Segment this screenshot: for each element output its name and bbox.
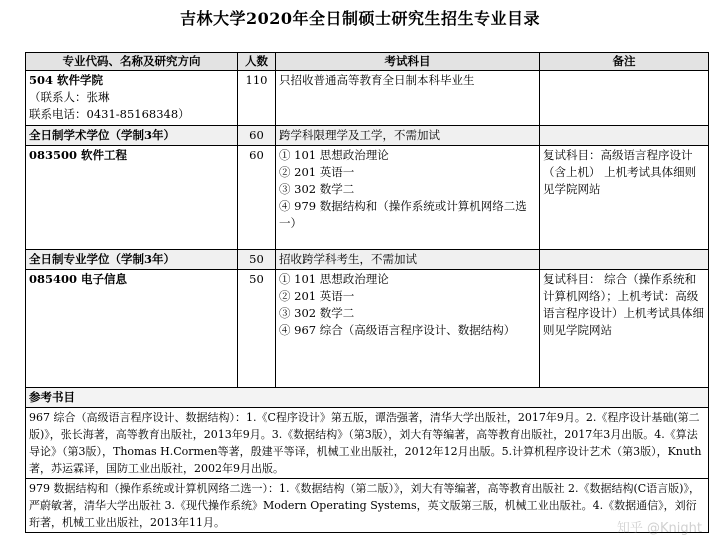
professional-count: 50 [238,250,276,270]
major1-name: 083500 软件工程 [26,146,238,250]
major1-exam-1: ① 101 思想政治理论 [279,148,389,162]
school-name: 504 软件学院 [29,73,104,87]
major1-count: 60 [238,146,276,250]
school-phone: 联系电话：0431-85168348） [29,107,190,121]
school-note: 只招收普通高等教育全日制本科毕业生 [276,71,540,126]
reference-967: 967 综合（高级语言程序设计、数据结构）：1.《C程序设计》第五版，谭浩强著，清华大学出版社，2017年9月。2.《程序设计基础(第二版)》，张长海著，高等教育出版社，2013年9月。3.《数据结构》（第3版），刘大有等编著，高等教育出版社，2017年3月出版。4.《算法导论》（第3版），Thomas H.Cormen等著，殷建平等译，机械工业出版社，2012年12月出版。5.计算机程序设计艺术（第3版），Knuth著，苏运霖译，国防工业出版社，2002年9月出版。 [26,408,709,479]
reference-row-979 [26,479,709,533]
reference-row-967 [26,408,709,479]
major1-note: 复试科目：高级语言程序设计（含上机） 上机考试具体细则见学院网站 [540,146,709,250]
school-count: 110 [238,71,276,126]
header-exam: 考试科目 [276,53,540,71]
major2-count: 50 [238,270,276,388]
header-count: 人数 [238,53,276,71]
major2-exam-3: ③ 302 数学二 [279,306,355,320]
professional-degree-row [26,250,709,270]
header-note: 备注 [540,53,709,71]
major2-note: 复试科目： 综合（操作系统和计算机网络）；上机考试：高级语言程序设计）上机考试具体细则见学院网站 [540,270,709,388]
references-header-row [26,388,709,408]
major2-name: 085400 电子信息 [26,270,238,388]
school-row [26,71,709,126]
major1-exams [276,146,540,250]
school-contact: （联系人：张琳 [29,90,110,104]
page-title: 吉林大学2020年全日制硕士研究生招生专业目录 [179,9,541,28]
major1-exam-2: ② 201 英语一 [279,165,355,179]
major2-exam-1: ① 101 思想政治理论 [279,272,389,286]
major2-exam-4: ④ 967 综合（高级语言程序设计、数据结构） [279,323,516,337]
academic-note: 跨学科限理学及工学，不需加试 [276,126,540,146]
reference-979: 979 数据结构和（操作系统或计算机网络二选一）：1.《数据结构（第二版）》，刘大有等编著，高等教育出版社 2.《数据结构(C语言版)》，严蔚敏著，清华大学出版社 3.《现代操作系统》Modern Operating Systems，英文版第三版，机械工业出版社。4.《数据通信》，刘衍珩著，机械工业出版社，2013年11月。 [26,479,709,533]
academic-count: 60 [238,126,276,146]
major1-exam-3: ③ 302 数学二 [279,182,355,196]
academic-label: 全日制学术学位（学制3年） [26,126,238,146]
header-major: 专业代码、名称及研究方向 [26,53,238,71]
catalog-table [25,52,709,533]
academic-remark-empty [540,126,709,146]
professional-label: 全日制专业学位（学制3年） [26,250,238,270]
major-row-electronics [26,270,709,388]
academic-degree-row [26,126,709,146]
references-label: 参考书目 [26,388,709,408]
professional-remark-empty [540,250,709,270]
major-row-software [26,146,709,250]
major1-exam-4: ④ 979 数据结构和（操作系统或计算机网络二选一） [279,199,527,230]
header-row [26,53,709,71]
watermark: 知乎 @Knight [616,521,702,536]
professional-note: 招收跨学科考生，不需加试 [276,250,540,270]
school-remark-empty [540,71,709,126]
school-info-cell [26,71,238,126]
major2-exams [276,270,540,388]
major2-exam-2: ② 201 英语一 [279,289,355,303]
